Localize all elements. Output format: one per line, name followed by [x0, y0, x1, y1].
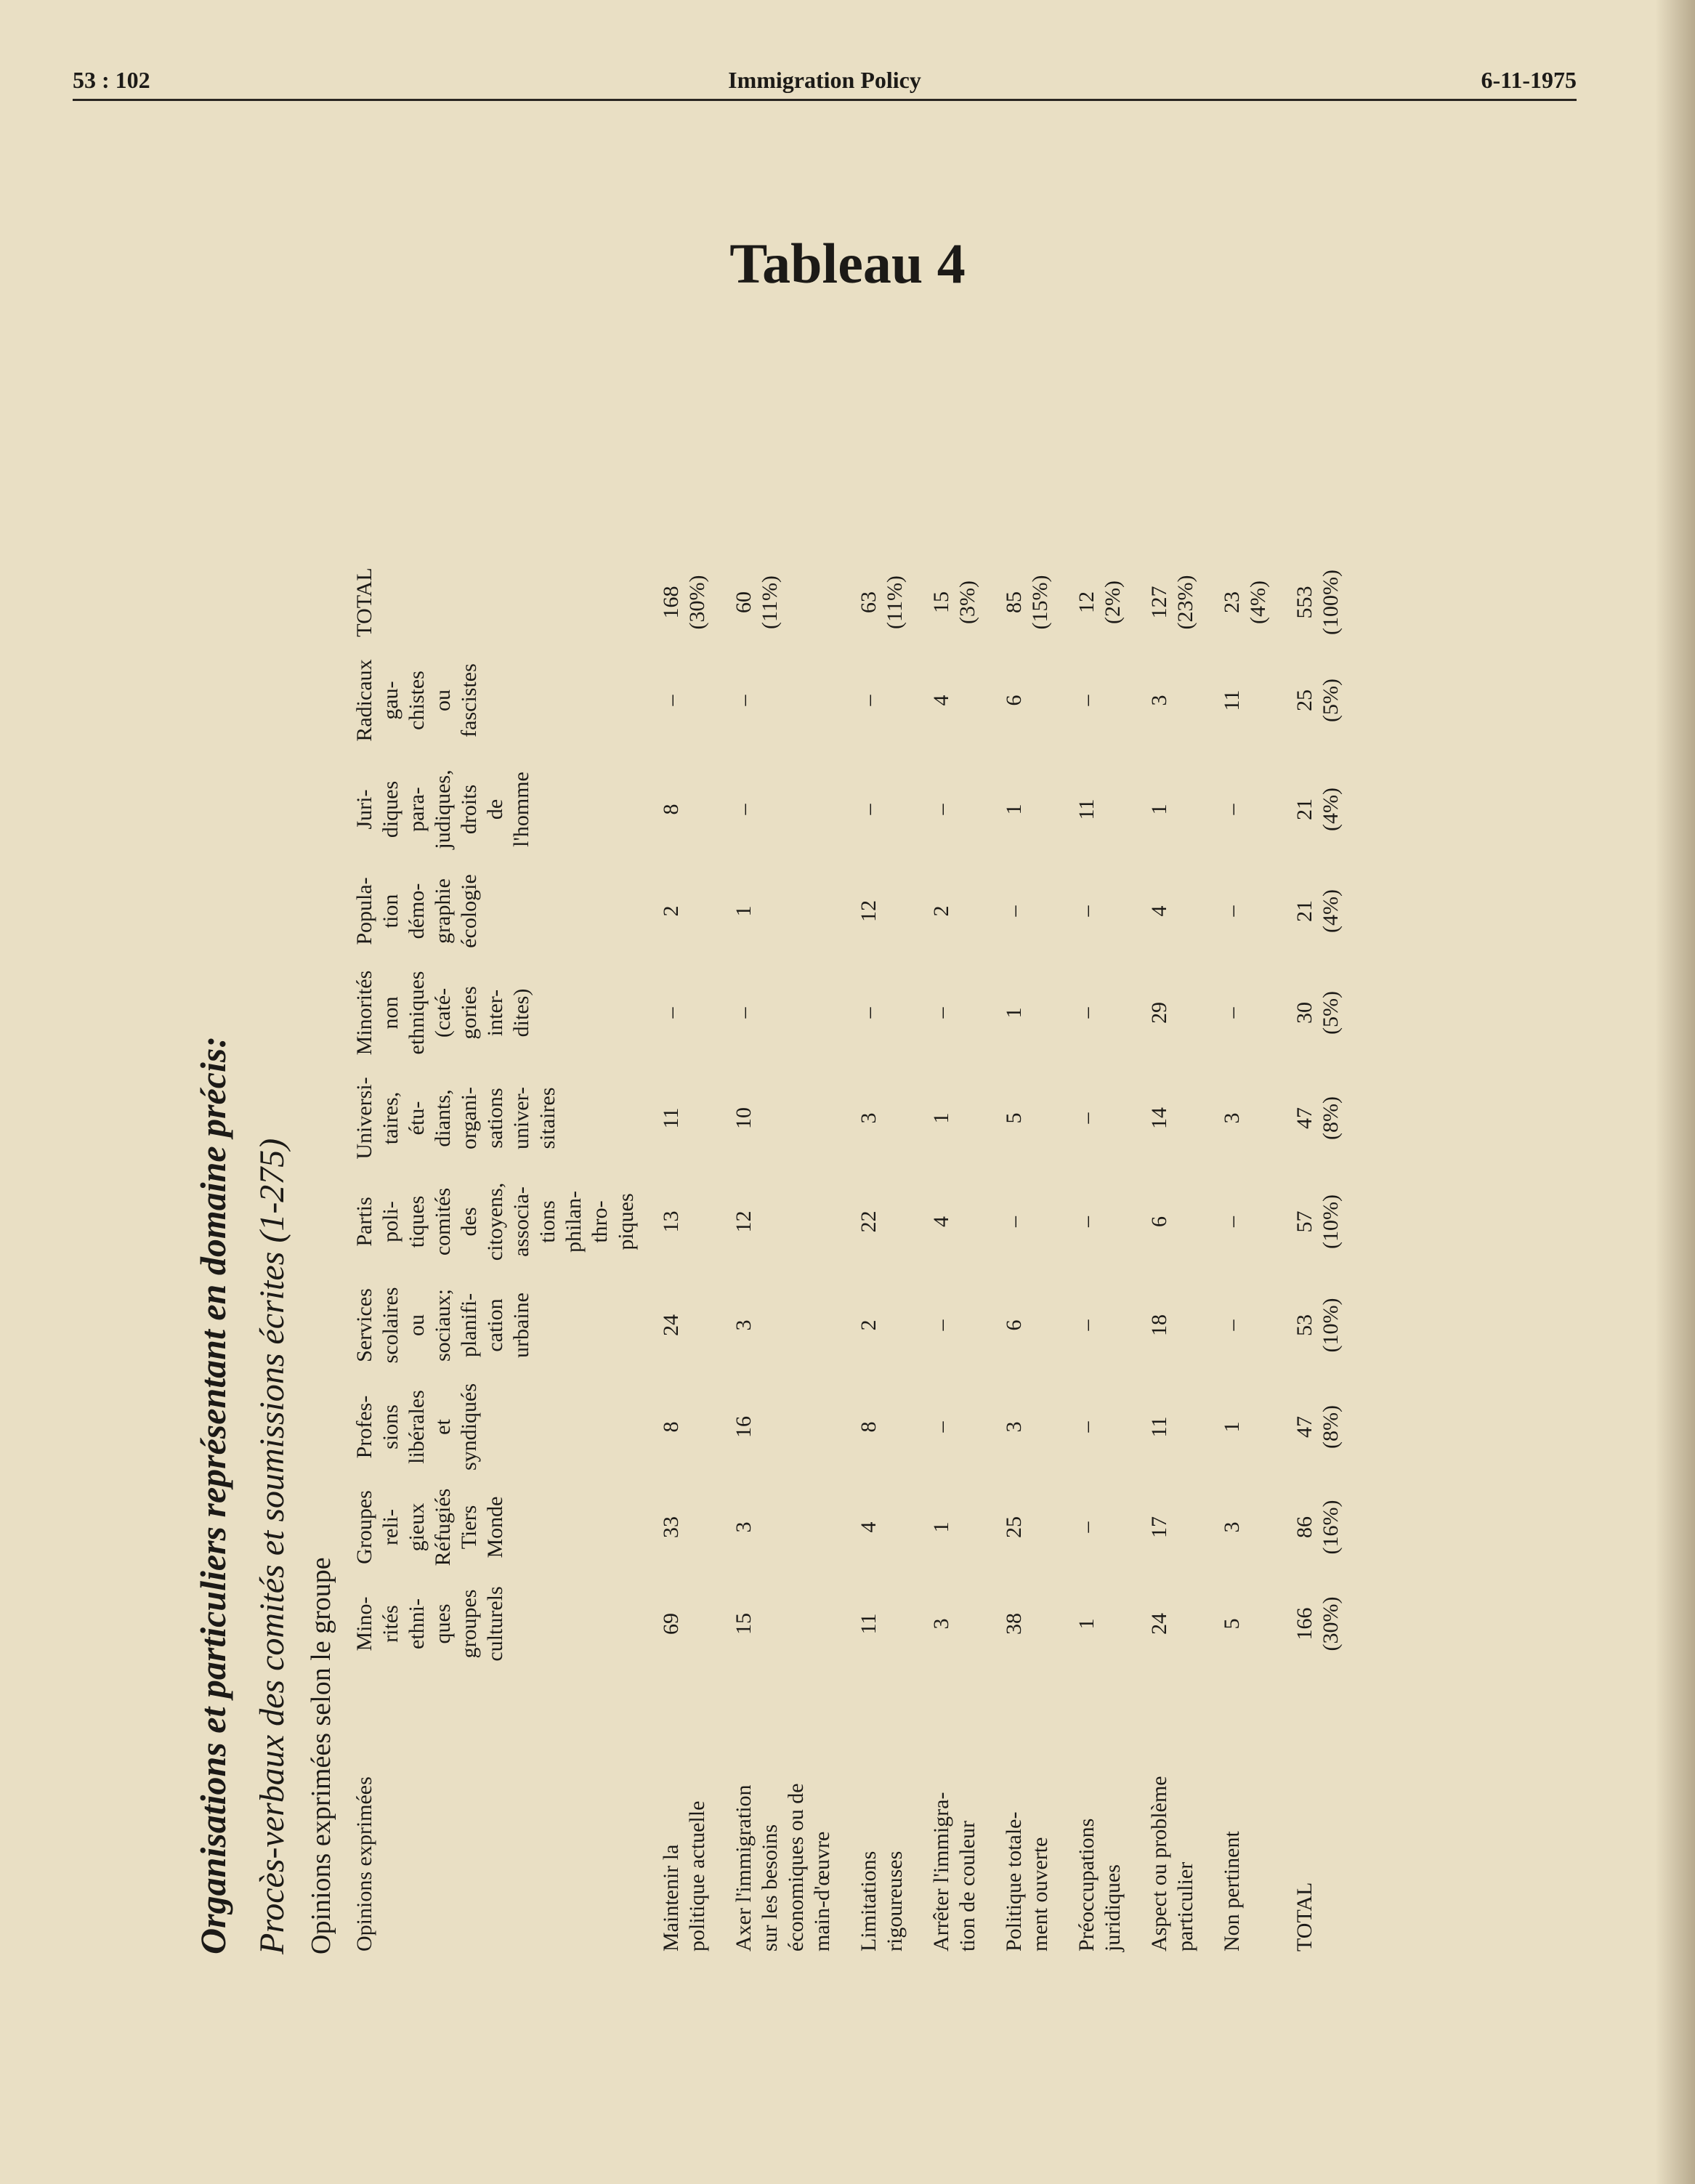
table-cell: – — [857, 695, 881, 706]
table-row — [721, 559, 846, 1954]
table-cell: 14 — [1147, 1107, 1171, 1129]
table-cell: – — [732, 804, 756, 815]
group-caption: Opinions exprimées selon le groupe — [306, 1557, 336, 1954]
table-cell: 11 — [1220, 689, 1244, 711]
total-count: 25 — [1293, 689, 1316, 711]
total-count: 53 — [1293, 1314, 1316, 1336]
row-total-percent: (11%) — [758, 575, 782, 629]
table-cell: 3 — [1002, 1421, 1026, 1433]
table-row — [918, 559, 991, 1954]
total-cell — [1282, 864, 1354, 958]
row-total-cell — [721, 559, 846, 646]
opinions-table — [352, 559, 1354, 1954]
table-cell: – — [1075, 1421, 1099, 1433]
table-title: Organisations et particuliers représentant en domaine précis: — [193, 1036, 233, 1954]
table-cell: – — [1075, 1521, 1099, 1533]
total-cell — [1282, 1067, 1354, 1169]
grand-total-cell — [1282, 559, 1354, 646]
column-header: TOTAL — [352, 567, 376, 637]
column-header: Juri- diques para- judiques, droits de l'homme — [352, 769, 533, 849]
table-row — [1136, 559, 1209, 1954]
table-cell: 1 — [1002, 1007, 1026, 1019]
total-percent: (4%) — [1319, 889, 1343, 933]
table-cell: 4 — [857, 1521, 881, 1533]
table-cell: 29 — [1147, 1002, 1171, 1024]
table-cell: 10 — [732, 1107, 756, 1129]
table-cell: 38 — [1002, 1613, 1026, 1635]
total-percent: (8%) — [1319, 1405, 1343, 1449]
running-title: Immigration Policy — [728, 67, 921, 93]
total-cell — [1282, 1376, 1354, 1478]
total-count: 21 — [1293, 900, 1316, 922]
total-percent: (4%) — [1319, 788, 1343, 831]
table-cell: 6 — [1002, 695, 1026, 706]
total-cell — [1282, 1274, 1354, 1376]
table-cell: – — [1220, 1216, 1244, 1227]
total-count: 57 — [1293, 1210, 1316, 1233]
total-count: 21 — [1293, 798, 1316, 820]
table-cell: 1 — [929, 1112, 953, 1124]
table-cell: 3 — [1147, 695, 1171, 706]
grand-total-percent: (100%) — [1319, 570, 1343, 635]
table-cell: – — [929, 1007, 953, 1019]
table-cell: 3 — [732, 1319, 756, 1331]
table-cell: – — [929, 804, 953, 815]
total-count: 47 — [1293, 1416, 1316, 1438]
table-cell: 1 — [1220, 1421, 1244, 1433]
table-cell: – — [659, 695, 683, 706]
table-cell: 2 — [659, 905, 683, 917]
table-cell: – — [1075, 1216, 1099, 1227]
table-cell: 4 — [1147, 905, 1171, 917]
row-total-cell — [991, 559, 1064, 646]
table-row — [1209, 559, 1282, 1954]
column-header: Profes- sions libérales et syndiqués — [352, 1383, 481, 1471]
table-cell: – — [857, 1007, 881, 1019]
table-cell: 11 — [659, 1107, 683, 1129]
row-total-percent: (23%) — [1173, 575, 1197, 630]
page-reference: 53 : 102 — [73, 67, 150, 93]
total-percent: (10%) — [1319, 1298, 1343, 1353]
column-header: Opinions exprimées — [352, 1776, 376, 1952]
total-percent: (10%) — [1319, 1194, 1343, 1249]
table-cell: – — [1220, 905, 1244, 917]
table-cell: – — [1002, 1216, 1026, 1227]
total-count: 30 — [1293, 1002, 1316, 1024]
row-total-value: 12 — [1075, 591, 1099, 613]
page-header — [73, 67, 1577, 99]
table-cell: 3 — [1220, 1112, 1244, 1124]
table-cell: – — [1220, 804, 1244, 815]
row-total-value: 60 — [732, 591, 756, 613]
table-cell: 22 — [857, 1210, 881, 1233]
row-total-value: 85 — [1002, 591, 1026, 613]
row-total-value: 63 — [857, 591, 881, 613]
row-total-cell — [846, 559, 918, 646]
table-cell: 17 — [1147, 1516, 1171, 1538]
column-header: Partis poli- tiques comités des citoyens, associa- tions philan- thro- piques — [352, 1182, 638, 1261]
table-cell: 8 — [659, 804, 683, 815]
table-cell: 8 — [659, 1421, 683, 1433]
total-percent: (5%) — [1319, 991, 1343, 1035]
total-cell — [1282, 1169, 1354, 1274]
total-percent: (30%) — [1319, 1596, 1343, 1651]
table-cell: 24 — [659, 1314, 683, 1336]
column-header: Radicaux gau- chistes ou fascistes — [352, 659, 481, 742]
row-label: Arrêter l'immigra- tion de couleur — [929, 1792, 979, 1952]
header-rule — [73, 99, 1577, 101]
row-total-value: 23 — [1220, 591, 1244, 613]
table-cell: 25 — [1002, 1516, 1026, 1538]
table-cell: 11 — [1075, 798, 1099, 820]
table-cell: 18 — [1147, 1314, 1171, 1336]
table-cell: 4 — [929, 1216, 953, 1227]
table-cell: – — [659, 1007, 683, 1019]
table-row — [648, 559, 721, 1954]
table-cell: 1 — [1075, 1618, 1099, 1630]
row-total-percent: (30%) — [685, 575, 709, 630]
table-subtitle: Procès-verbaux des comités et soumissions écrites (1-275) — [253, 1138, 291, 1954]
grand-total-value: 553 — [1293, 586, 1316, 619]
table-cell: – — [732, 695, 756, 706]
row-label: Politique totale- ment ouverte — [1002, 1811, 1052, 1952]
table-cell: 1 — [1147, 804, 1171, 815]
table-cell: – — [1220, 1319, 1244, 1331]
row-total-cell — [1064, 559, 1136, 646]
total-percent: (5%) — [1319, 679, 1343, 722]
row-total-cell — [648, 559, 721, 646]
table-cell: – — [1075, 905, 1099, 917]
row-total-value: 127 — [1147, 586, 1171, 619]
column-header: Minorités non ethniques (caté- gories inter- dites) — [352, 970, 533, 1056]
tableau-title: Tableau 4 — [729, 232, 966, 295]
total-row-label: TOTAL — [1293, 1882, 1316, 1952]
row-total-cell — [1136, 559, 1209, 646]
column-header: Universi- taires, étu- diants, organi- sations univer- sitaires — [352, 1077, 559, 1160]
total-percent: (16%) — [1319, 1500, 1343, 1555]
row-label: Non pertinent — [1220, 1831, 1244, 1952]
table-cell: – — [929, 1421, 953, 1433]
table-cell: 6 — [1002, 1319, 1026, 1331]
table-cell: 6 — [1147, 1216, 1171, 1227]
column-header: Mino- rités ethni- ques groupes culturels — [352, 1586, 507, 1662]
table-cell: 5 — [1002, 1112, 1026, 1124]
table-cell: – — [929, 1319, 953, 1331]
table-cell: 16 — [732, 1416, 756, 1438]
row-total-percent: (4%) — [1246, 581, 1270, 624]
row-total-cell — [1209, 559, 1282, 646]
table-cell: 69 — [659, 1613, 683, 1635]
table-cell: 2 — [857, 1319, 881, 1331]
table-row — [1064, 559, 1136, 1954]
table-header-row — [352, 559, 648, 1954]
table-cell: 12 — [732, 1210, 756, 1233]
table-cell: 1 — [1002, 804, 1026, 815]
table-cell: 15 — [732, 1613, 756, 1635]
row-total-value: 15 — [929, 591, 953, 613]
table-cell: 11 — [1147, 1416, 1171, 1438]
total-row — [1282, 559, 1354, 1954]
table-cell: 3 — [732, 1521, 756, 1533]
row-total-percent: (15%) — [1028, 575, 1052, 630]
total-count: 166 — [1293, 1607, 1316, 1641]
row-total-percent: (2%) — [1101, 581, 1125, 624]
total-count: 47 — [1293, 1107, 1316, 1129]
table-cell: 3 — [857, 1112, 881, 1124]
row-total-value: 168 — [659, 586, 683, 619]
table-row — [991, 559, 1064, 1954]
table-cell: – — [1075, 1112, 1099, 1124]
total-cell — [1282, 646, 1354, 755]
issue-date: 6-11-1975 — [1481, 67, 1577, 93]
row-label: Limitations rigoureuses — [857, 1851, 907, 1952]
rotated-table-block — [190, 443, 1484, 1954]
total-cell — [1282, 1478, 1354, 1577]
table-cell: 13 — [659, 1210, 683, 1233]
table-cell: – — [732, 1007, 756, 1019]
table-cell: 5 — [1220, 1618, 1244, 1630]
table-cell: 2 — [929, 905, 953, 917]
table-cell: 8 — [857, 1421, 881, 1433]
table-cell: 33 — [659, 1516, 683, 1538]
table-cell: 11 — [857, 1613, 881, 1635]
table-cell: – — [1075, 695, 1099, 706]
table-cell: – — [1075, 1319, 1099, 1331]
table-cell: 1 — [732, 905, 756, 917]
total-count: 86 — [1293, 1516, 1316, 1538]
row-label: Maintenir la politique actuelle — [659, 1800, 709, 1952]
row-label: Axer l'immigration sur les besoins économiques ou de main-d'œuvre — [732, 1783, 834, 1952]
column-header: Popula- tion démo- graphie écologie — [352, 874, 481, 948]
table-cell: 1 — [929, 1521, 953, 1533]
total-percent: (8%) — [1319, 1096, 1343, 1140]
column-header: Groupes reli- gieux Réfugiés Tiers Monde — [352, 1488, 507, 1566]
total-cell — [1282, 1577, 1354, 1671]
row-label: Préoccupations juridiques — [1075, 1818, 1125, 1952]
table-row — [846, 559, 918, 1954]
table-cell: 12 — [857, 900, 881, 922]
column-header: Services scolaires ou sociaux; planifi- cation urbaine — [352, 1287, 533, 1364]
row-label: Aspect ou problème particulier — [1147, 1776, 1197, 1952]
total-cell — [1282, 755, 1354, 864]
table-cell: – — [857, 804, 881, 815]
table-cell: 24 — [1147, 1613, 1171, 1635]
total-cell — [1282, 958, 1354, 1067]
row-total-percent: (3%) — [955, 581, 979, 624]
row-total-percent: (11%) — [883, 575, 907, 629]
table-cell: 3 — [1220, 1521, 1244, 1533]
table-cell: 3 — [929, 1618, 953, 1630]
table-cell: – — [1075, 1007, 1099, 1019]
page-edge-shadow — [1655, 0, 1695, 2184]
row-total-cell — [918, 559, 991, 646]
table-cell: – — [1220, 1007, 1244, 1019]
table-cell: – — [1002, 905, 1026, 917]
table-cell: 4 — [929, 695, 953, 706]
